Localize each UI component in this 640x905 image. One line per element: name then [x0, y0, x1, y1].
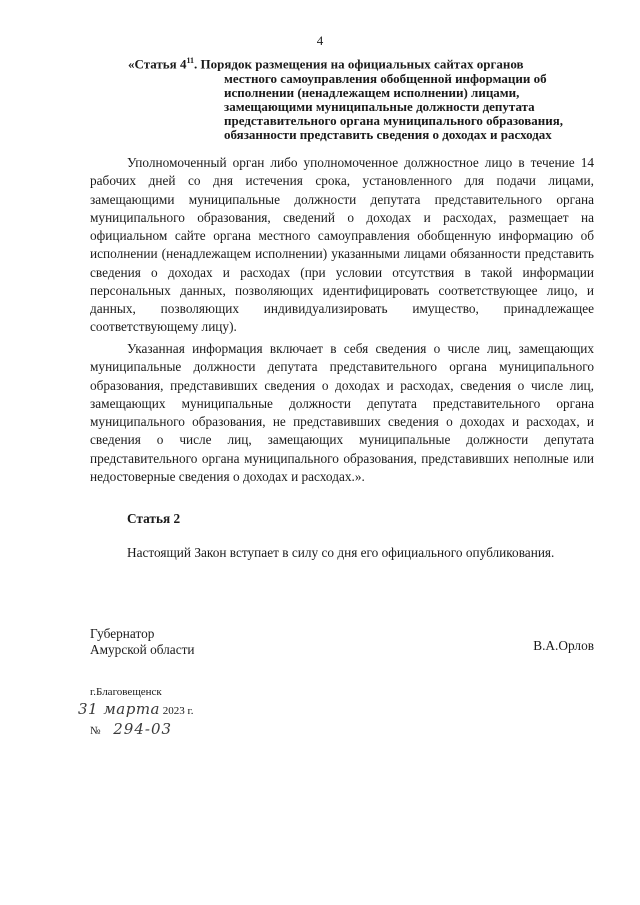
paragraph-1: Уполномоченный орган либо уполномоченное должностное лицо в течение 14 рабочих дней со дня истечения срока, установленного для подачи лицами, замещающими муниципальные должности депутата представительного органа муниципального образования, сведений о доходах и расходах, размещает на официальном сайте органа местного самоуправления обобщенную информацию об исполнении (ненадлежащем исполнении) указанными лицами обязанности представить сведения о доходах и расходах (при условии отсутствия в такой информации персональных данных, позволяющих идентифицировать соответствующее лицо, и данных, позволяющих индивидуализировать имущество, принадлежащее соответствующему лицу).	[90, 155, 594, 335]
handwritten-date: 31 марта	[78, 700, 161, 718]
signatory-title-line-2: Амурской области	[90, 642, 195, 657]
article-title-prefix: «Статья 4	[128, 56, 187, 72]
handwritten-number: 294-03	[113, 720, 173, 738]
date-line	[78, 700, 194, 718]
paragraph-2: Указанная информация включает в себя сведения о числе лиц, замещающих муниципальные должности депутата представительного органа муниципального образования, представивших сведения о доходах и расходах, сведения о числе лиц, замещающих муниципальные должности депутата представительного органа муниципального образования, не представивших сведения о доходах и расходах, и сведения о числе лиц, замещающих муниципальные должности депутата представительного органа муниципального образования, представивших неполные или недостоверные сведения о доходах и расходах.».	[90, 341, 594, 484]
article-2-text: Настоящий Закон вступает в силу со дня его официального опубликования.	[127, 545, 555, 560]
law-number-line	[90, 720, 172, 738]
article-title-first-line-rest: . Порядок размещения на официальных сайтах органов	[194, 56, 524, 72]
article-title-superscript: 11	[186, 56, 195, 65]
signatory-name: В.А.Орлов	[533, 638, 594, 653]
article-2-heading: Статья 2	[127, 511, 181, 526]
number-label: №	[90, 725, 101, 737]
article-title-rest: местного самоуправления обобщенной информации об исполнении (ненадлежащем исполнении) лицами, замещающими муниципальные должности депутата представительного органа муниципального образования, обязанности представить сведения о доходах и расходах	[224, 70, 563, 143]
article-title-first-line	[128, 54, 598, 72]
city: г.Благовещенск	[90, 686, 162, 698]
signatory-title	[90, 626, 195, 658]
page-number: 4	[316, 33, 324, 48]
date-year: 2023 г.	[162, 705, 194, 717]
article-title	[128, 54, 598, 143]
signatory-title-line-1: Губернатор	[90, 626, 155, 641]
